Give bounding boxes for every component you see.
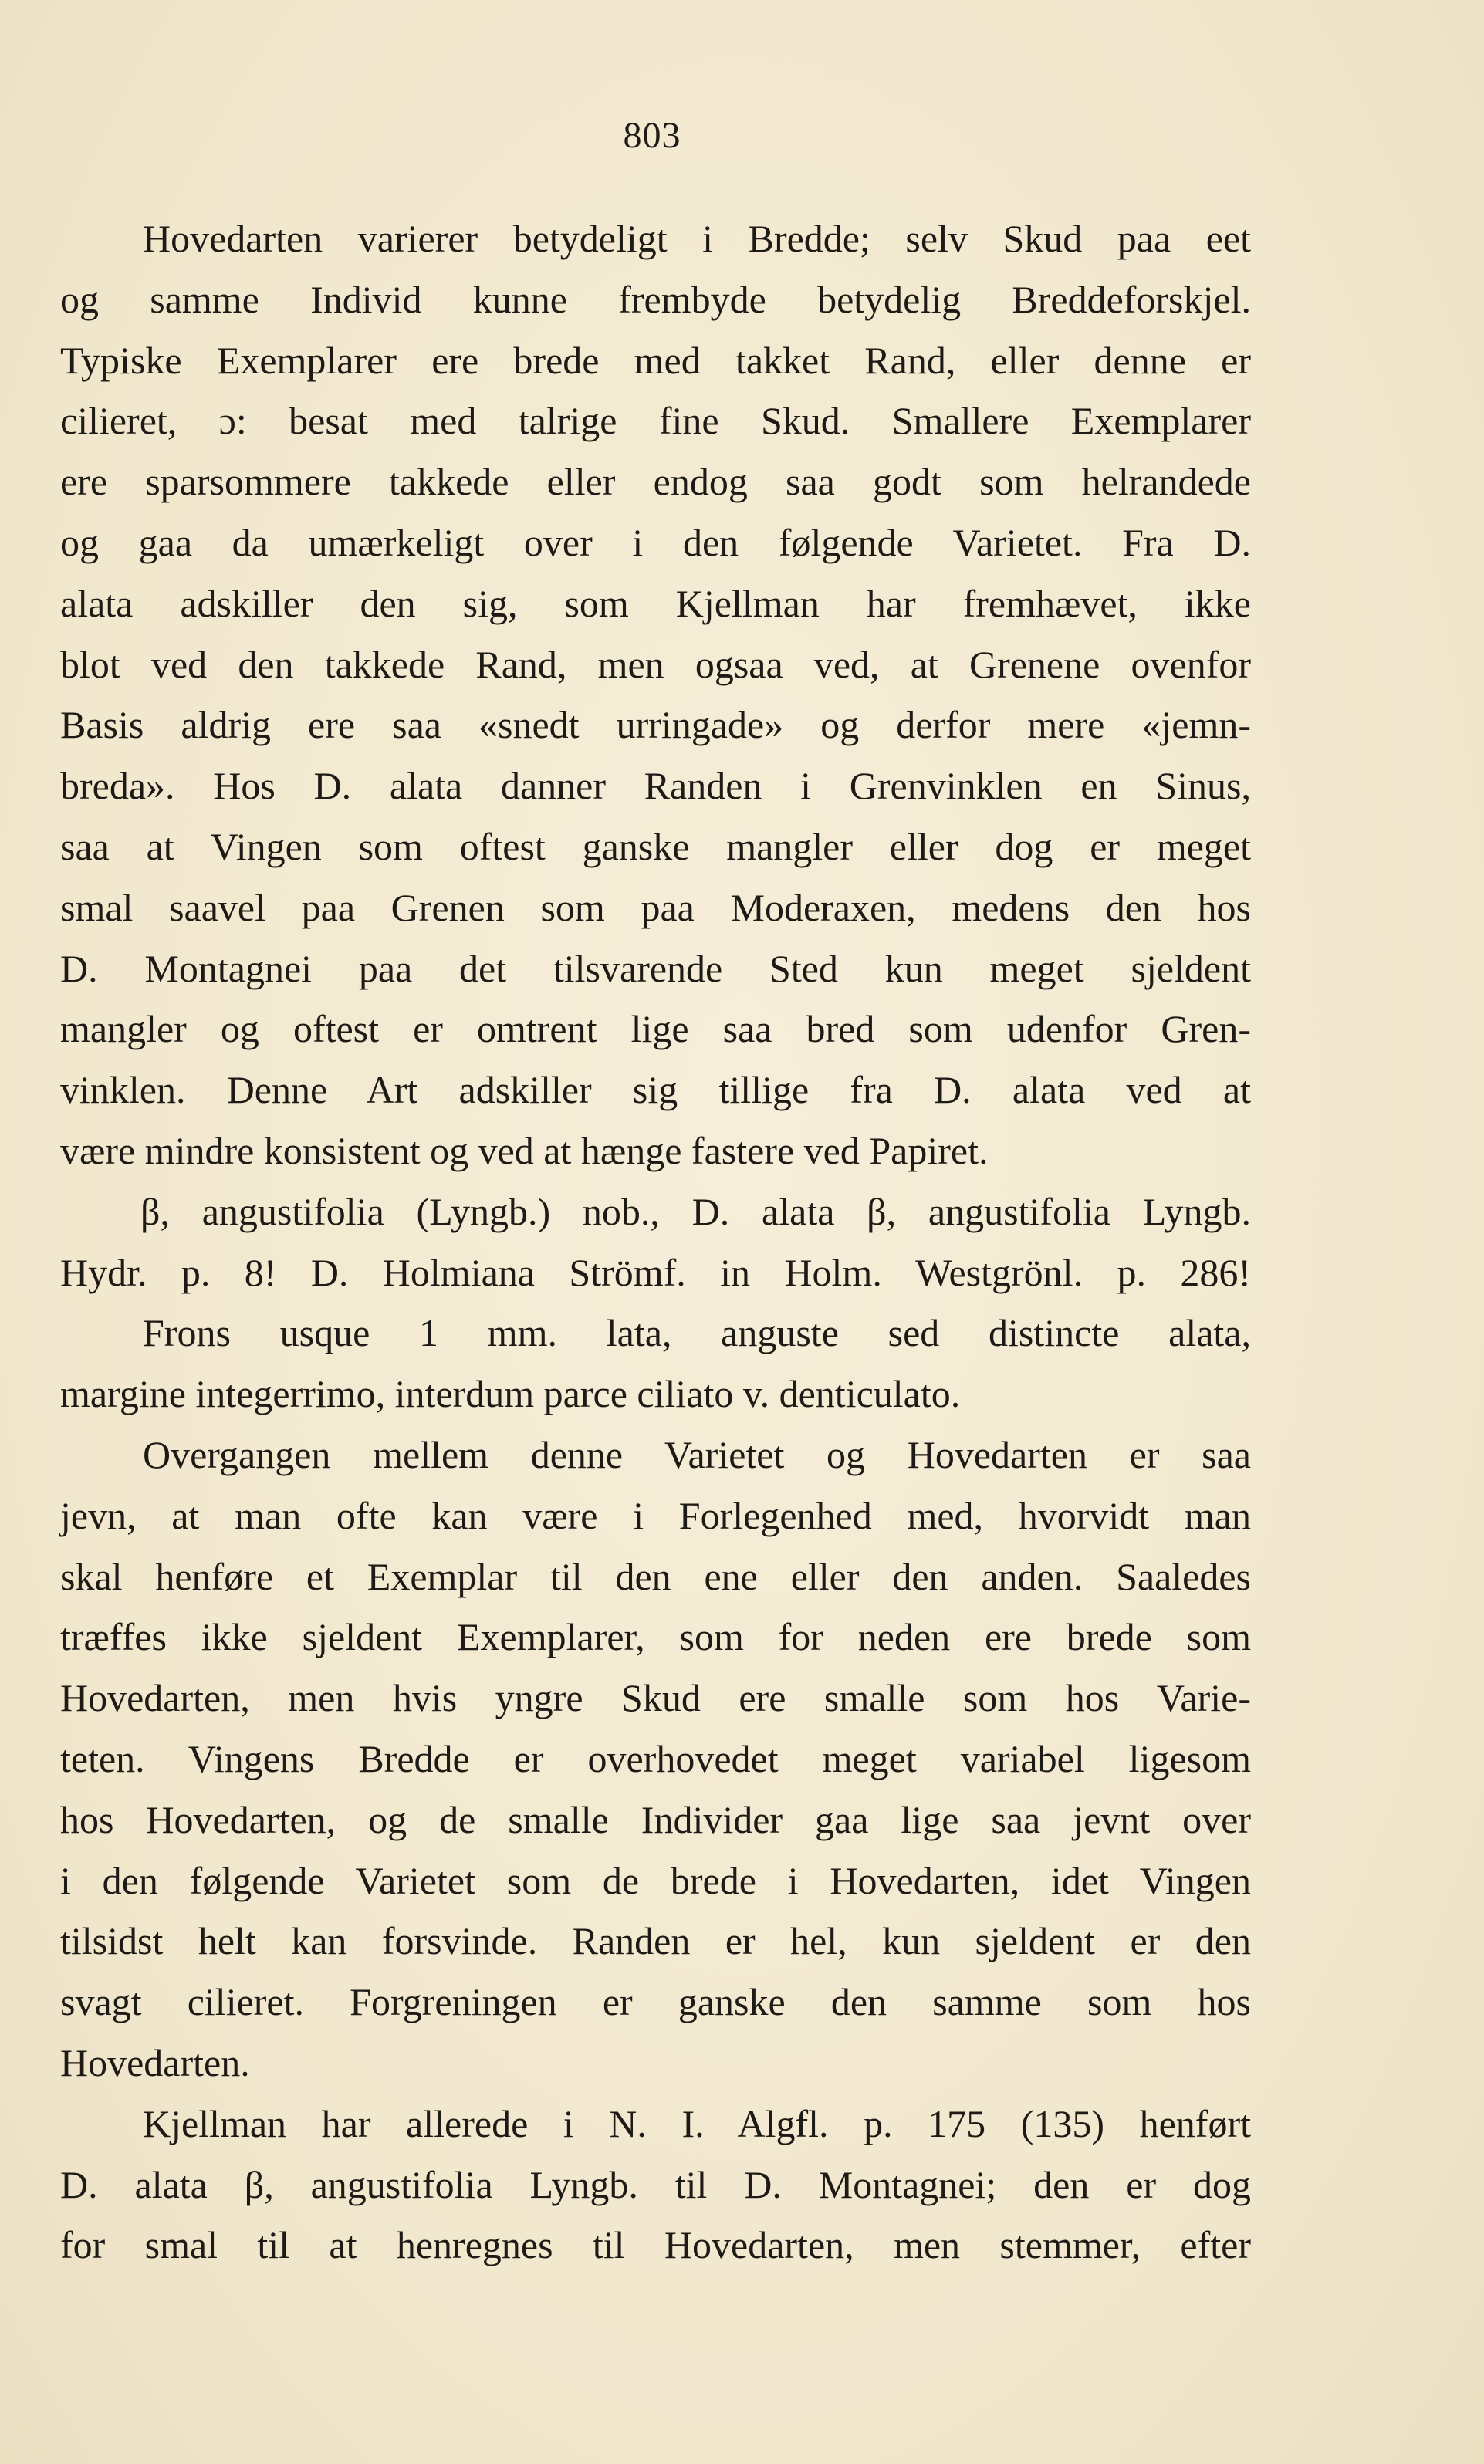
text-line: teten. Vingens Bredde er overhovedet meget variabel ligesom	[60, 1736, 1251, 1780]
text-line: margine integerrimo, interdum parce ciliato v. denticulato.	[60, 1372, 961, 1416]
text-line: i den følgende Varietet som de brede i Hovedarten, idet Vingen	[60, 1858, 1251, 1902]
text-line: smal saavel paa Grenen som paa Moderaxen, medens den hos	[60, 885, 1251, 929]
body-text	[60, 208, 1251, 2276]
text-line: Kjellman har allerede i N. I. Algfl. p. 175 (135) henført	[143, 2101, 1251, 2145]
text-line: Hovedarten, men hvis yngre Skud ere smalle som hos Varie-	[60, 1676, 1251, 1720]
text-line: og gaa da umærkeligt over i den følgende Varietet. Fra D.	[60, 520, 1251, 564]
text-line: svagt cilieret. Forgreningen er ganske den samme som hos	[60, 1980, 1251, 2024]
text-line: skal henføre et Exemplar til den ene eller den anden. Saaledes	[60, 1554, 1251, 1598]
text-line: Frons usque 1 mm. lata, anguste sed distincte alata,	[143, 1311, 1251, 1355]
text-line: D. Montagnei paa det tilsvarende Sted kun meget sjeldent	[60, 946, 1251, 990]
text-line: saa at Vingen som oftest ganske mangler eller dog er meget	[60, 824, 1251, 868]
text-line: Typiske Exemplarer ere brede med takket Rand, eller denne er	[60, 338, 1251, 382]
text-line: tilsidst helt kan forsvinde. Randen er hel, kun sjeldent er den	[60, 1919, 1251, 1963]
text-line: for smal til at henregnes til Hovedarten, men stemmer, efter	[60, 2223, 1251, 2267]
text-line: jevn, at man ofte kan være i Forlegenhed med, hvorvidt man	[60, 1493, 1251, 1537]
text-line: hos Hovedarten, og de smalle Individer gaa lige saa jevnt over	[60, 1797, 1251, 1841]
text-line: ere sparsommere takkede eller endog saa godt som helrandede	[60, 460, 1251, 504]
text-line: træffes ikke sjeldent Exemplarer, som for neden ere brede som	[60, 1615, 1251, 1659]
text-line: Basis aldrig ere saa «snedt urringade» og derfor mere «jemn-	[60, 703, 1251, 747]
text-line: β, angustifolia (Lyngb.) nob., D. alata β, angustifolia Lyngb.	[140, 1189, 1251, 1233]
text-line: være mindre konsistent og ved at hænge fastere ved Papiret.	[60, 1128, 989, 1172]
text-line: cilieret, ɔ: besat med talrige fine Skud. Smallere Exemplarer	[60, 399, 1251, 443]
text-line: Hydr. p. 8! D. Holmiana Strömf. in Holm. Westgrönl. p. 286!	[60, 1250, 1251, 1294]
text-line: breda». Hos D. alata danner Randen i Grenvinklen en Sinus,	[60, 764, 1251, 808]
text-line: og samme Individ kunne frembyde betydelig Breddeforskjel.	[60, 277, 1251, 321]
page-number: 803	[623, 115, 681, 156]
text-line: mangler og oftest er omtrent lige saa bred som udenfor Gren-	[60, 1007, 1251, 1051]
text-line: vinklen. Denne Art adskiller sig tillige fra D. alata ved at	[60, 1068, 1251, 1112]
text-line: alata adskiller den sig, som Kjellman har fremhævet, ikke	[60, 581, 1251, 625]
text-line: Hovedarten.	[60, 2040, 250, 2084]
text-line: D. alata β, angustifolia Lyngb. til D. Montagnei; den er dog	[60, 2162, 1251, 2206]
text-line: Hovedarten varierer betydeligt i Bredde; selv Skud paa eet	[143, 217, 1251, 260]
text-line: blot ved den takkede Rand, men ogsaa ved, at Grenene ovenfor	[60, 642, 1251, 686]
text-line: Overgangen mellem denne Varietet og Hovedarten er saa	[143, 1432, 1251, 1476]
